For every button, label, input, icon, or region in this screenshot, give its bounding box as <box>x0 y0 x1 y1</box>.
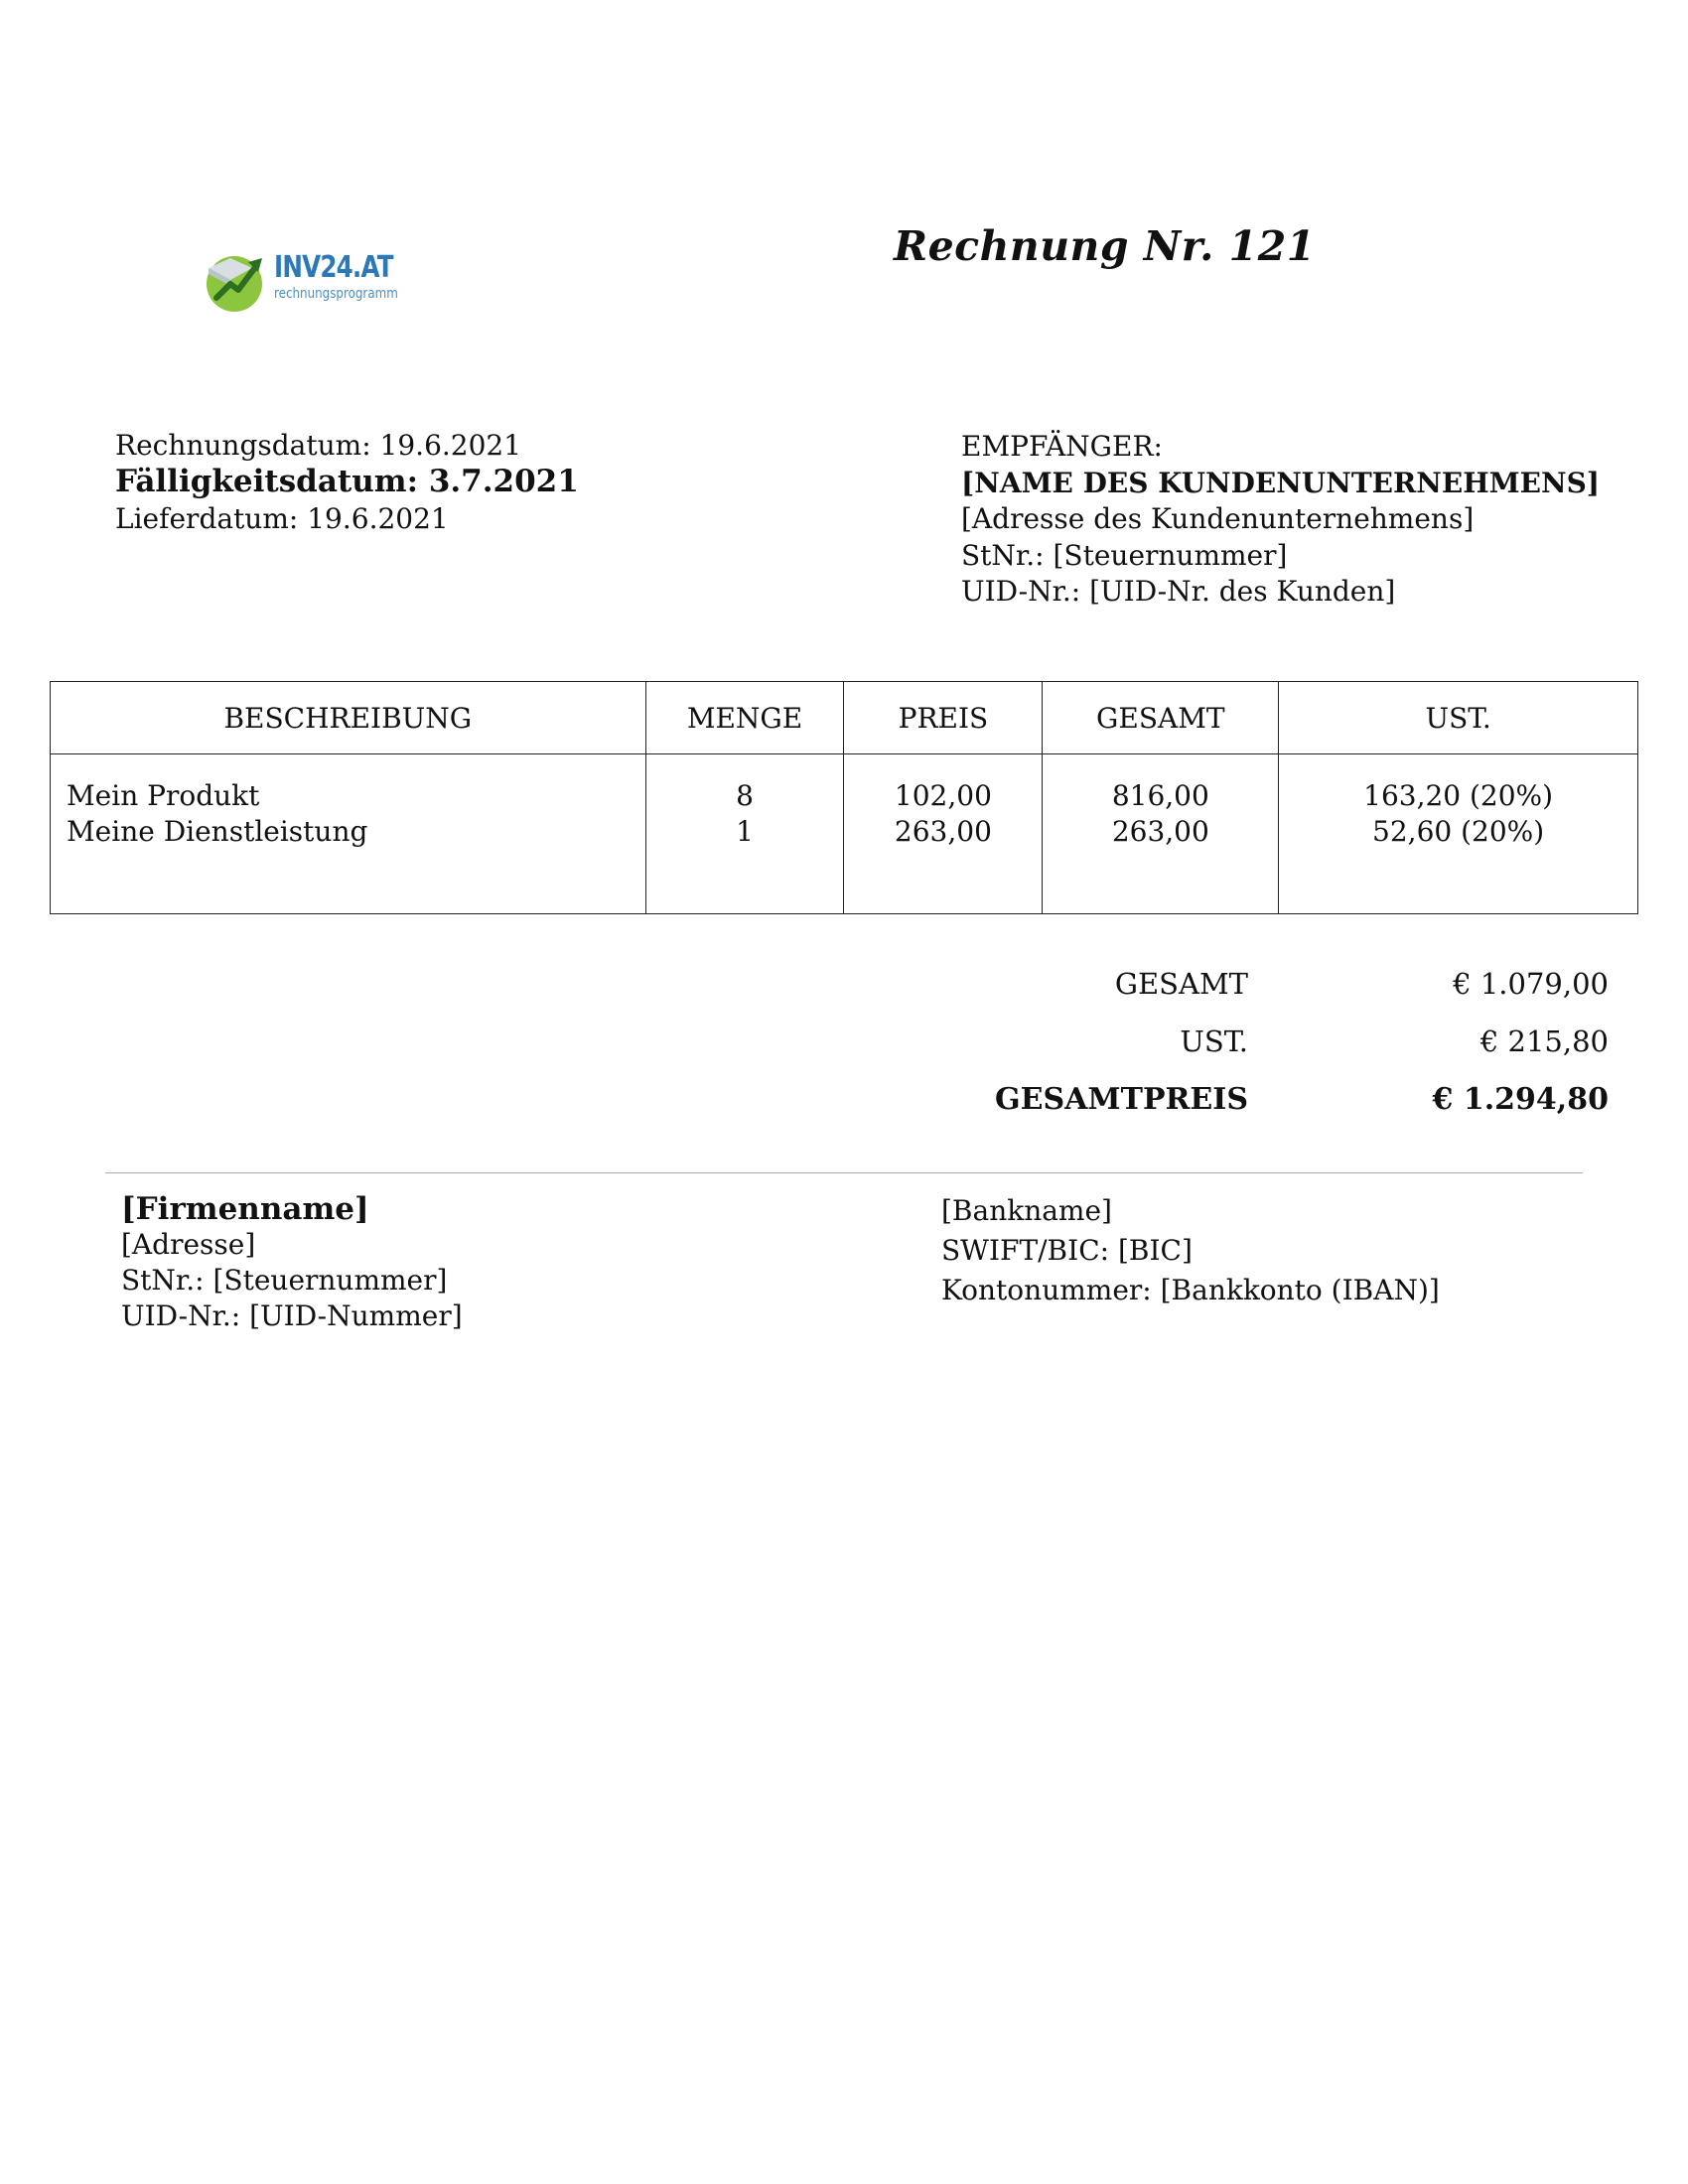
seller-address: [Adresse] <box>121 1228 256 1261</box>
subtotal-value: € 1.079,00 <box>1453 967 1609 1001</box>
table-row <box>51 754 1638 914</box>
recipient-address: [Adresse des Kundenunternehmens] <box>961 502 1475 535</box>
seller-block <box>121 1191 463 1334</box>
seller-tax-number: StNr.: [Steuernummer] <box>121 1264 448 1297</box>
invoice-title: Rechnung Nr. 121 <box>894 222 1316 270</box>
grand-total-value: € 1.294,80 <box>1432 1082 1609 1117</box>
grand-total-row <box>993 1082 1609 1140</box>
total-cell <box>1043 754 1279 914</box>
description-cell <box>51 754 646 914</box>
invoice-date: Rechnungsdatum: 19.6.2021 <box>115 429 522 462</box>
vat-value: € 215,80 <box>1479 1024 1609 1058</box>
item-quantity: 1 <box>736 815 754 848</box>
recipient-vat-id: UID-Nr.: [UID-Nr. des Kunden] <box>961 575 1396 608</box>
item-total: 263,00 <box>1111 815 1209 848</box>
recipient-name: [NAME DES KUNDENUNTERNEHMENS] <box>961 466 1601 499</box>
seller-name: [Firmenname] <box>121 1191 369 1227</box>
invoice-dates <box>115 427 579 537</box>
item-description: Meine Dienstleistung <box>67 815 368 848</box>
item-vat: 52,60 (20%) <box>1372 815 1545 848</box>
table-header-row <box>51 682 1638 754</box>
vat-cell <box>1279 754 1638 914</box>
subtotal-label: GESAMT <box>1114 967 1248 1001</box>
recipient-tax-number: StNr.: [Steuernummer] <box>961 538 1288 572</box>
seller-vat-id: UID-Nr.: [UID-Nummer] <box>121 1299 463 1332</box>
item-price: 263,00 <box>894 815 992 848</box>
item-vat: 163,20 (20%) <box>1363 779 1554 812</box>
bank-account: Kontonummer: [Bankkonto (IBAN)] <box>941 1274 1440 1306</box>
items-table <box>50 681 1638 914</box>
header-vat: UST. <box>1279 682 1638 754</box>
logo-wordmark: INV24.AT <box>274 250 393 285</box>
item-price: 102,00 <box>894 779 992 812</box>
company-logo <box>201 246 399 316</box>
bank-block <box>941 1191 1440 1310</box>
logo-subtitle: rechnungsprogramm <box>274 286 398 302</box>
bank-name: [Bankname] <box>941 1194 1112 1227</box>
header-total: GESAMT <box>1043 682 1279 754</box>
totals-block <box>993 967 1609 1140</box>
due-date: Fälligkeitsdatum: 3.7.2021 <box>115 464 579 499</box>
footer-divider <box>105 1172 1583 1173</box>
recipient-block <box>961 429 1600 611</box>
item-quantity: 8 <box>736 779 754 812</box>
recipient-heading: EMPFÄNGER: <box>961 430 1163 463</box>
price-cell <box>844 754 1043 914</box>
item-total: 816,00 <box>1111 779 1209 812</box>
vat-row <box>993 1024 1609 1082</box>
quantity-cell <box>645 754 844 914</box>
bank-swift: SWIFT/BIC: [BIC] <box>941 1234 1193 1267</box>
grand-total-label: GESAMTPREIS <box>994 1082 1248 1117</box>
subtotal-row <box>993 967 1609 1024</box>
header-quantity: MENGE <box>645 682 844 754</box>
delivery-date: Lieferdatum: 19.6.2021 <box>115 502 449 535</box>
header-price: PREIS <box>844 682 1043 754</box>
item-description: Mein Produkt <box>67 779 260 812</box>
header-description: BESCHREIBUNG <box>51 682 646 754</box>
logo-chart-icon <box>201 246 270 316</box>
vat-label: UST. <box>1180 1024 1248 1058</box>
